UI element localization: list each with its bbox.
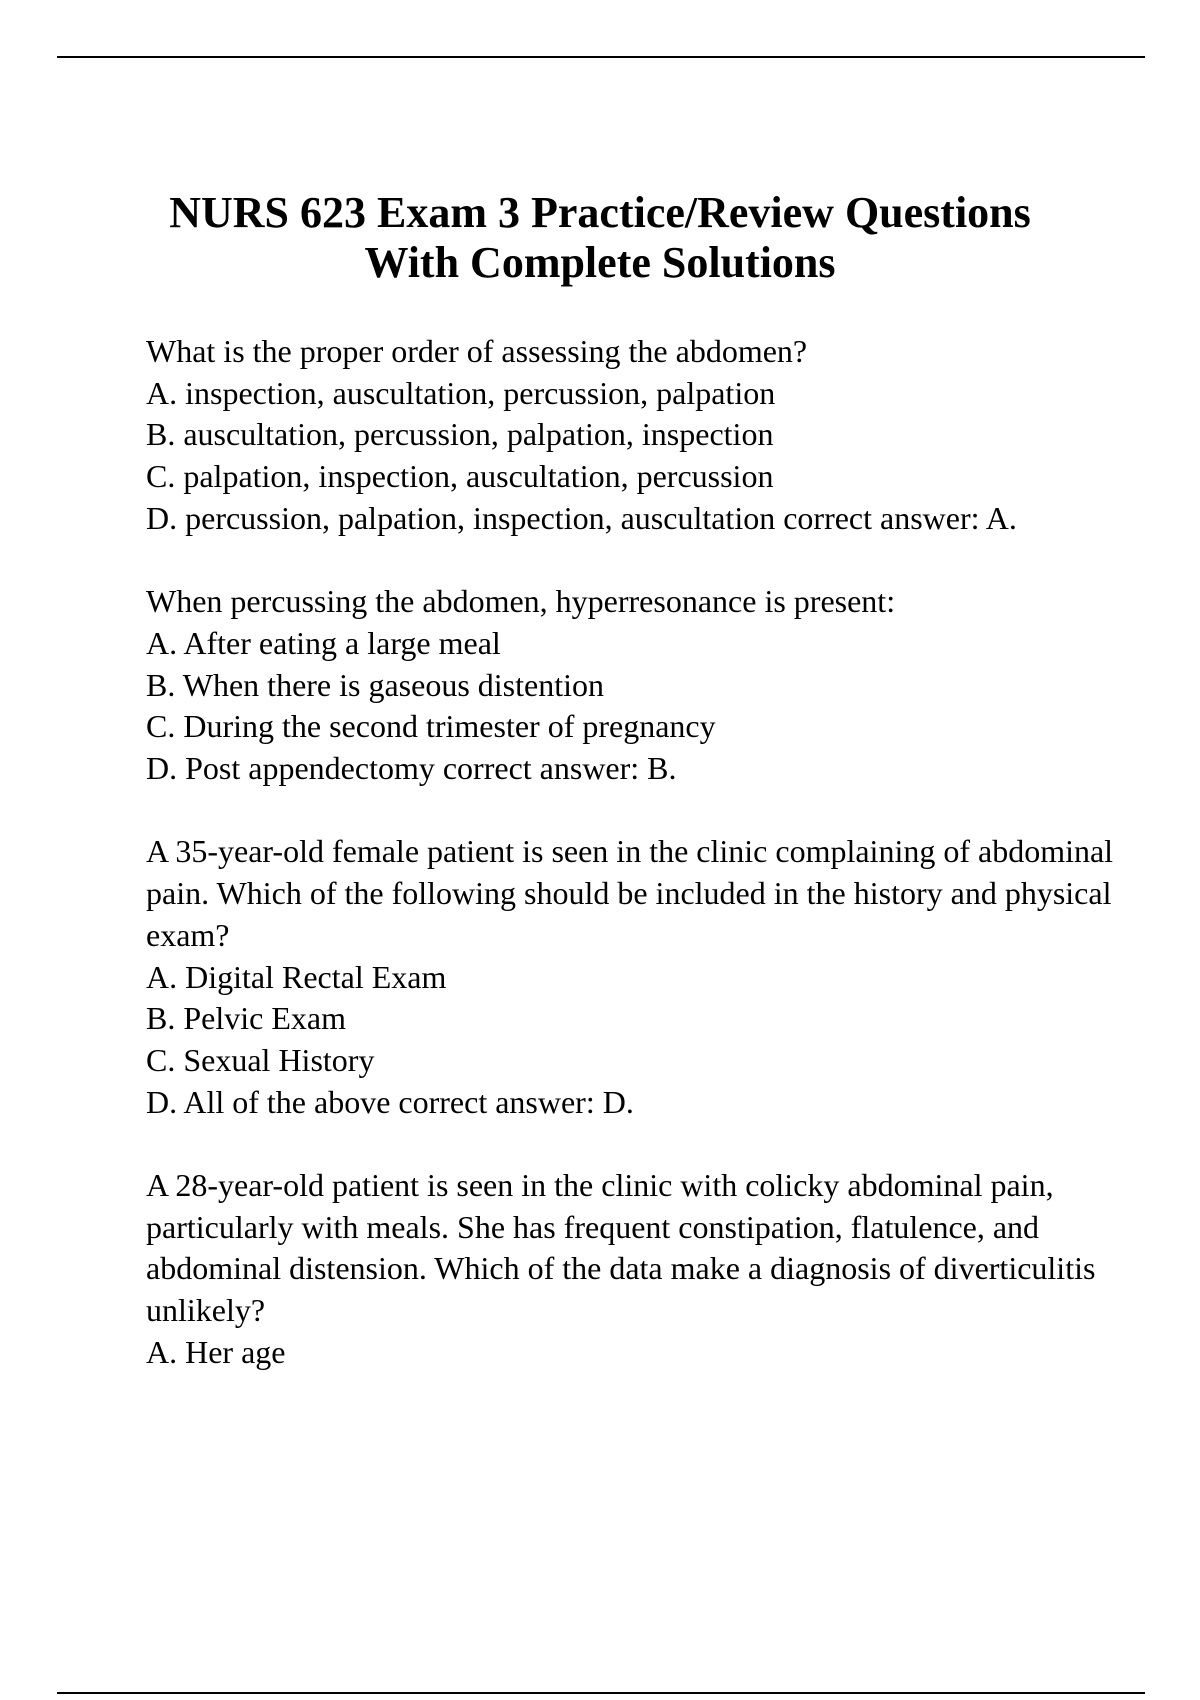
answer-option-c: C. During the second trimester of pregnancy [146, 708, 716, 745]
answer-option-d: D. percussion, palpation, inspection, auscultation correct answer: A. [146, 499, 1017, 536]
bottom-rule [57, 1692, 1145, 1694]
page-title-line-2: With Complete Solutions [364, 238, 836, 287]
question-list [146, 331, 1146, 1415]
answer-option-a: A. inspection, auscultation, percussion, palpation [146, 374, 776, 411]
question-prompt: A 35-year-old female patient is seen in the clinic complaining of abdominal pain. Which of the following should be included in the history and physical exam? [146, 833, 1114, 953]
answer-option-b: B. auscultation, percussion, palpation, inspection [146, 416, 774, 453]
question-3 [146, 831, 1146, 1123]
answer-option-b: B. Pelvic Exam [146, 1000, 346, 1037]
answer-option-d: D. All of the above correct answer: D. [146, 1083, 634, 1120]
question-prompt: When percussing the abdomen, hyperresonance is present: [146, 583, 896, 620]
question-4 [146, 1165, 1146, 1374]
question-1 [146, 331, 1146, 540]
question-prompt: What is the proper order of assessing the abdomen? [146, 333, 808, 369]
question-prompt: A 28-year-old patient is seen in the clinic with colicky abdominal pain, particularly with meals. She has frequent constipation, flatulence, and abdominal distension. Which of the data make a diagnosis of diverticulitis unlikely? [146, 1167, 1096, 1329]
answer-option-c: C. Sexual History [146, 1041, 375, 1078]
page-title [0, 188, 1200, 288]
page-title-line-1: NURS 623 Exam 3 Practice/Review Questions [169, 188, 1031, 237]
answer-option-d: D. Post appendectomy correct answer: B. [146, 750, 677, 787]
answer-option-a: A. Digital Rectal Exam [146, 958, 447, 995]
answer-option-a: A. After eating a large meal [146, 624, 501, 661]
answer-option-b: B. When there is gaseous distention [146, 666, 604, 703]
top-rule [57, 56, 1145, 58]
answer-option-a: A. Her age [146, 1333, 286, 1370]
question-2 [146, 581, 1146, 790]
answer-option-c: C. palpation, inspection, auscultation, percussion [146, 458, 774, 495]
